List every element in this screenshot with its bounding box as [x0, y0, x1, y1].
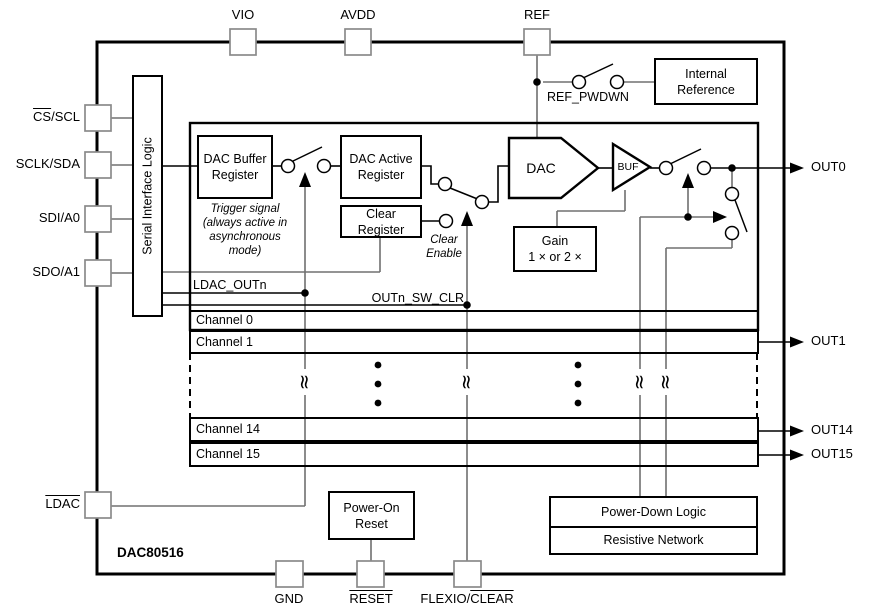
pin-label-sclk-sda: SCLK/SDA: [15, 156, 80, 171]
serial-interface-logic-block: Serial Interface Logic: [132, 75, 163, 317]
pin-ldac: [85, 492, 111, 518]
pin-label-cs-scl: $\overline{CS}$/SCL: [33, 109, 80, 124]
pin-label-sdi-a0: SDI/A0: [38, 210, 80, 225]
out14-arrow: [790, 426, 804, 437]
pin-sdo-a1: [85, 260, 111, 286]
channel-0-label: Channel 0: [196, 313, 253, 327]
switch-blade-clear: [450, 188, 480, 200]
pd-arrow-right: [713, 211, 727, 223]
trigger-arrow: [299, 172, 311, 187]
channel15-outline: [190, 443, 758, 466]
gain-block: Gain 1 × or 2 ×: [513, 226, 597, 272]
pin-label-flexio-clear: FLEXIO/CLEAR: [420, 591, 514, 606]
channel-14-label: Channel 14: [196, 422, 260, 436]
out1-arrow: [790, 337, 804, 348]
pin-label-gnd: GND: [274, 591, 304, 606]
sw-clr-arrow: [461, 211, 473, 226]
switch-blade-output: [670, 149, 701, 164]
buf-label: BUF: [617, 161, 639, 173]
channel-1-label: Channel 1: [196, 335, 253, 349]
channel14-outline: [190, 418, 758, 441]
output-label-out0: OUT0: [811, 159, 846, 174]
pin-avdd: [345, 29, 371, 55]
outn-sw-clr-label: OUTn_SW_CLR: [371, 291, 464, 305]
switch-blade-buffer: [291, 147, 322, 162]
dac-buffer-register-block: DAC Buffer Register: [197, 135, 273, 199]
power-down-logic-cell: Power-Down Logic: [551, 499, 756, 528]
channel-15-label: Channel 15: [196, 447, 260, 461]
ldac-outn-label: LDAC_OUTn: [193, 278, 267, 292]
pin-label-sdo-a1: SDO/A1: [32, 264, 80, 279]
clear-enable-note: Clear Enable: [426, 234, 462, 261]
pin-label-ref: REF: [524, 7, 550, 22]
pin-flexio-clear: [454, 561, 481, 587]
pin-label-vio: VIO: [231, 7, 255, 22]
dac-active-register-block: DAC Active Register: [340, 135, 422, 199]
switch-blade-ref-pwdwn: [583, 64, 613, 78]
wire-break-symbols: [293, 369, 678, 395]
out15-arrow: [790, 450, 804, 461]
output-label-out15: OUT15: [811, 446, 853, 461]
output-label-out1: OUT1: [811, 333, 846, 348]
output-label-out14: OUT14: [811, 422, 853, 437]
internal-reference-block: Internal Reference: [654, 58, 758, 105]
pin-label-reset: RESET: [349, 591, 393, 606]
power-on-reset-block: Power-On Reset: [328, 491, 415, 540]
pin-vio: [230, 29, 256, 55]
break-icon: ≈: [293, 373, 317, 391]
channel1-outline: [190, 331, 758, 353]
clear-register-block: Clear Register: [340, 205, 422, 238]
channel-array: [190, 123, 758, 466]
switch-blade-shunt: [735, 200, 747, 232]
power-down-block: [549, 496, 758, 555]
ref-pwdwn-label: REF_PWDWN: [547, 90, 629, 104]
break-icon: ≈: [654, 373, 678, 391]
gray-wires: [111, 55, 732, 562]
pin-sclk-sda: [85, 152, 111, 178]
resistive-network-cell: Resistive Network: [603, 533, 704, 547]
pin-label-ldac: LDAC: [45, 496, 80, 511]
break-icon: ≈: [455, 373, 479, 391]
break-icon: ≈: [628, 373, 652, 391]
pin-sdi-a0: [85, 206, 111, 232]
device-name: DAC80516: [117, 545, 184, 560]
pd-arrow-up: [682, 173, 694, 188]
pin-cs-scl: [85, 105, 111, 131]
clear-enable-contact: [440, 215, 453, 228]
trigger-signal-note: Trigger signal (always active in asynchronous mode): [202, 203, 288, 258]
dac-label: DAC: [526, 160, 556, 176]
pin-gnd: [276, 561, 303, 587]
pin-ref: [524, 29, 550, 55]
pin-label-avdd: AVDD: [340, 7, 376, 22]
out0-arrow: [790, 163, 804, 174]
pin-reset: [357, 561, 384, 587]
